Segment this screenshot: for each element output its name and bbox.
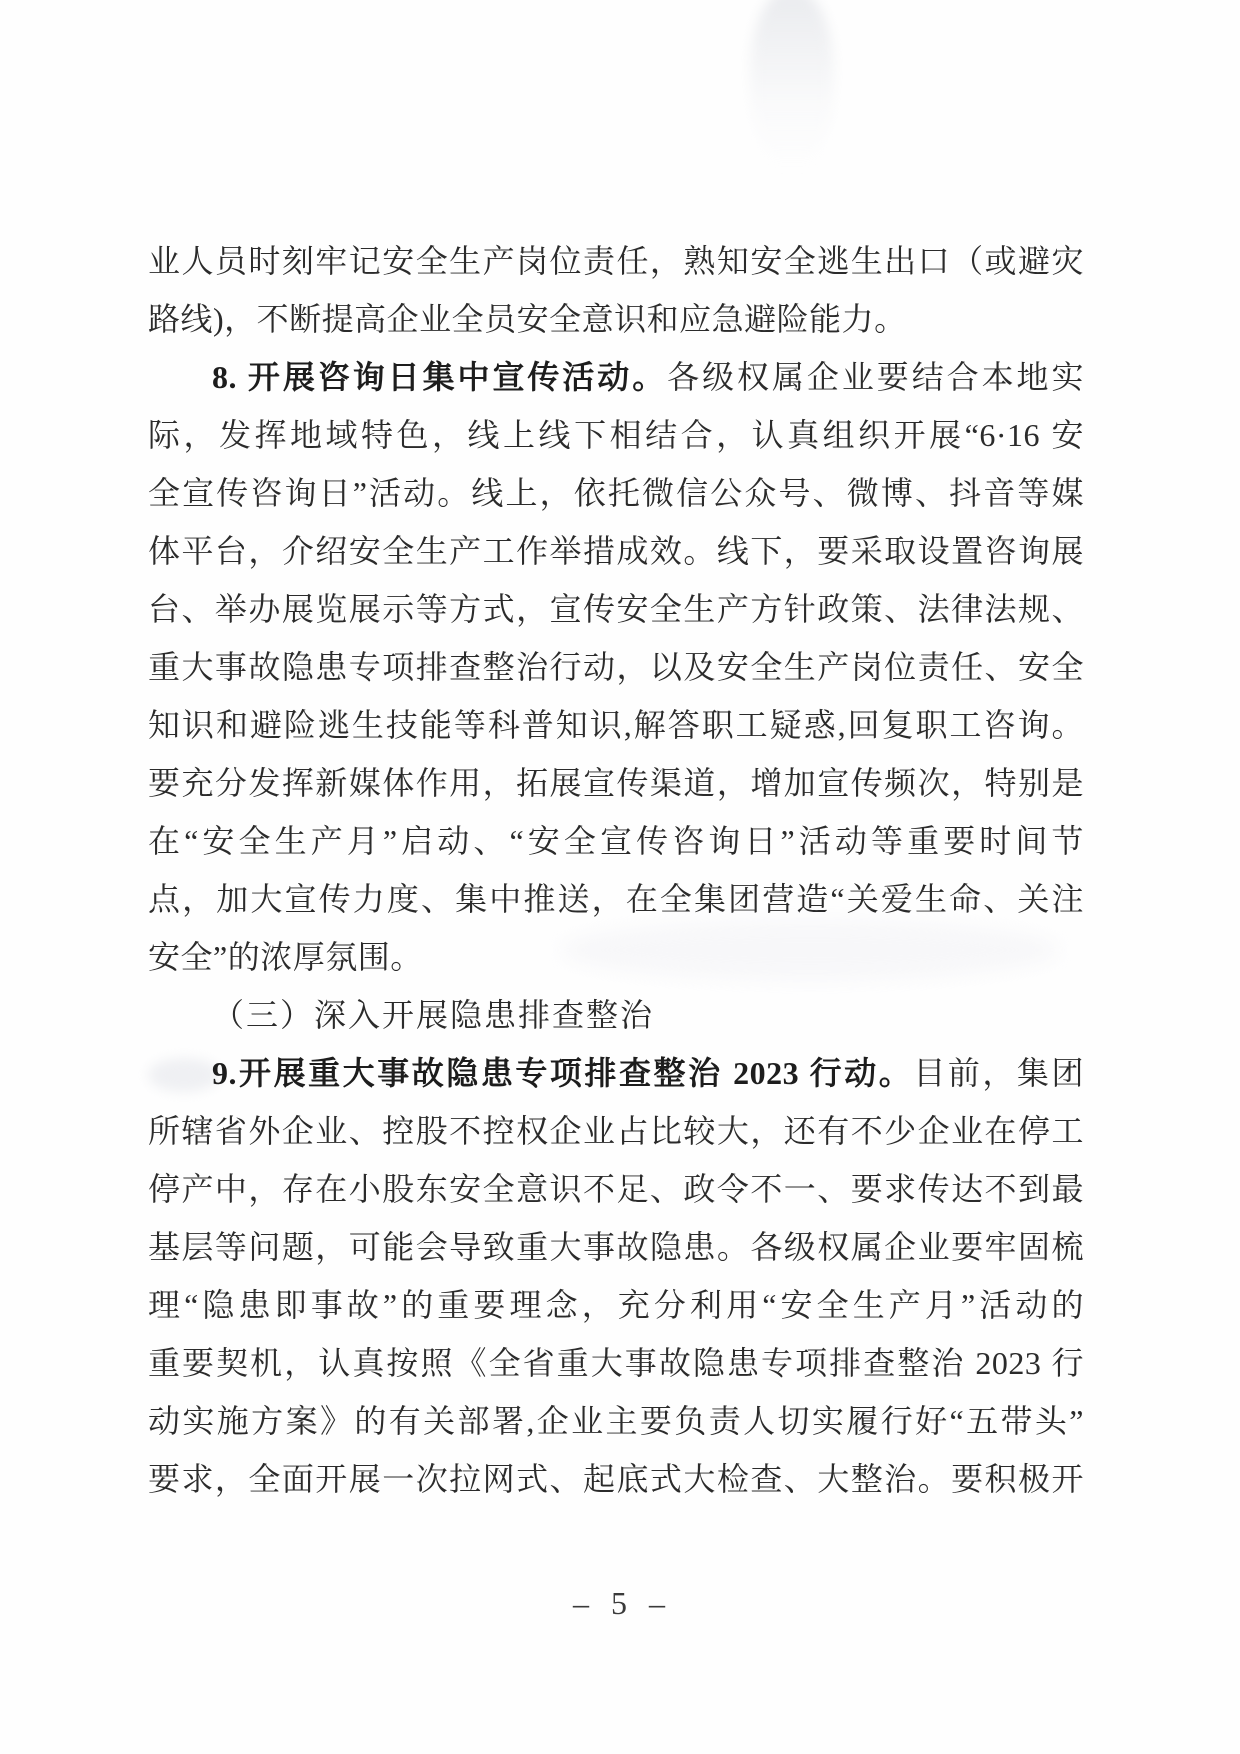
text-segment: 8. 开展咨询日集中宣传活动。: [212, 359, 668, 395]
text-line: [148, 1044, 1084, 1102]
text-line: [148, 1276, 1084, 1334]
text-segment: 际，发挥地域特色，线上线下相结合，认真组织开展“6·16 安: [148, 417, 1084, 453]
text-line: [148, 1334, 1084, 1392]
text-segment: 台、举办展览展示等方式，宣传安全生产方针政策、法律法规、: [148, 591, 1084, 627]
text-segment: 所辖省外企业、控股不控权企业占比较大，还有不少企业在停工: [148, 1113, 1084, 1149]
text-segment: 体平台，介绍安全生产工作举措成效。线下，要采取设置咨询展: [148, 533, 1084, 569]
text-segment: 全宣传咨询日”活动。线上，依托微信公众号、微博、抖音等媒: [148, 475, 1084, 511]
text-segment: 要充分发挥新媒体作用，拓展宣传渠道，增加宣传频次，特别是: [148, 765, 1084, 801]
text-line: [148, 522, 1084, 580]
text-line: [148, 812, 1084, 870]
text-segment: 重大事故隐患专项排查整治行动，以及安全生产岗位责任、安全: [148, 649, 1084, 685]
text-line: [148, 986, 1084, 1044]
text-line: [148, 406, 1084, 464]
text-segment: 动实施方案》的有关部署,企业主要负责人切实履行好“五带头”: [148, 1403, 1084, 1439]
document-body: [148, 232, 1084, 1508]
text-line: [148, 1102, 1084, 1160]
text-segment: 业人员时刻牢记安全生产岗位责任，熟知安全逃生出口（或避灾: [148, 243, 1084, 279]
text-segment: 目前，集团: [913, 1055, 1084, 1091]
text-segment: 路线)，不断提高企业全员安全意识和应急避险能力。: [148, 301, 907, 337]
text-segment: （三）深入开展隐患排查整治: [212, 997, 655, 1033]
text-segment: 各级权属企业要结合本地实: [667, 359, 1084, 395]
text-line: [148, 1218, 1084, 1276]
text-line: [148, 754, 1084, 812]
text-segment: 点，加大宣传力度、集中推送，在全集团营造“关爱生命、关注: [148, 881, 1084, 917]
text-segment: 重要契机，认真按照《全省重大事故隐患专项排查整治 2023 行: [148, 1345, 1084, 1381]
scan-artifact-top: [750, 0, 834, 170]
text-segment: 在“安全生产月”启动、“安全宣传咨询日”活动等重要时间节: [148, 823, 1084, 859]
page-number: – 5 –: [573, 1585, 667, 1621]
text-segment: 知识和避险逃生技能等科普知识,解答职工疑惑,回复职工咨询。: [148, 707, 1084, 743]
text-segment: 9.开展重大事故隐患专项排查整治 2023 行动。: [212, 1055, 914, 1091]
text-line: [148, 580, 1084, 638]
text-line: [148, 464, 1084, 522]
text-segment: 要求，全面开展一次拉网式、起底式大检查、大整治。要积极开: [148, 1461, 1084, 1497]
text-line: [148, 1160, 1084, 1218]
text-line: [148, 290, 1084, 348]
text-line: [148, 1392, 1084, 1450]
text-segment: 基层等问题，可能会导致重大事故隐患。各级权属企业要牢固梳: [148, 1229, 1084, 1265]
text-line: [148, 232, 1084, 290]
text-segment: 理“隐患即事故”的重要理念，充分利用“安全生产月”活动的: [148, 1287, 1084, 1323]
text-line: [148, 928, 1084, 986]
text-line: [148, 348, 1084, 406]
text-line: [148, 638, 1084, 696]
text-segment: 停产中，存在小股东安全意识不足、政令不一、要求传达不到最: [148, 1171, 1084, 1207]
text-line: [148, 696, 1084, 754]
text-line: [148, 1450, 1084, 1508]
text-line: [148, 870, 1084, 928]
text-segment: 安全”的浓厚氛围。: [148, 939, 423, 975]
